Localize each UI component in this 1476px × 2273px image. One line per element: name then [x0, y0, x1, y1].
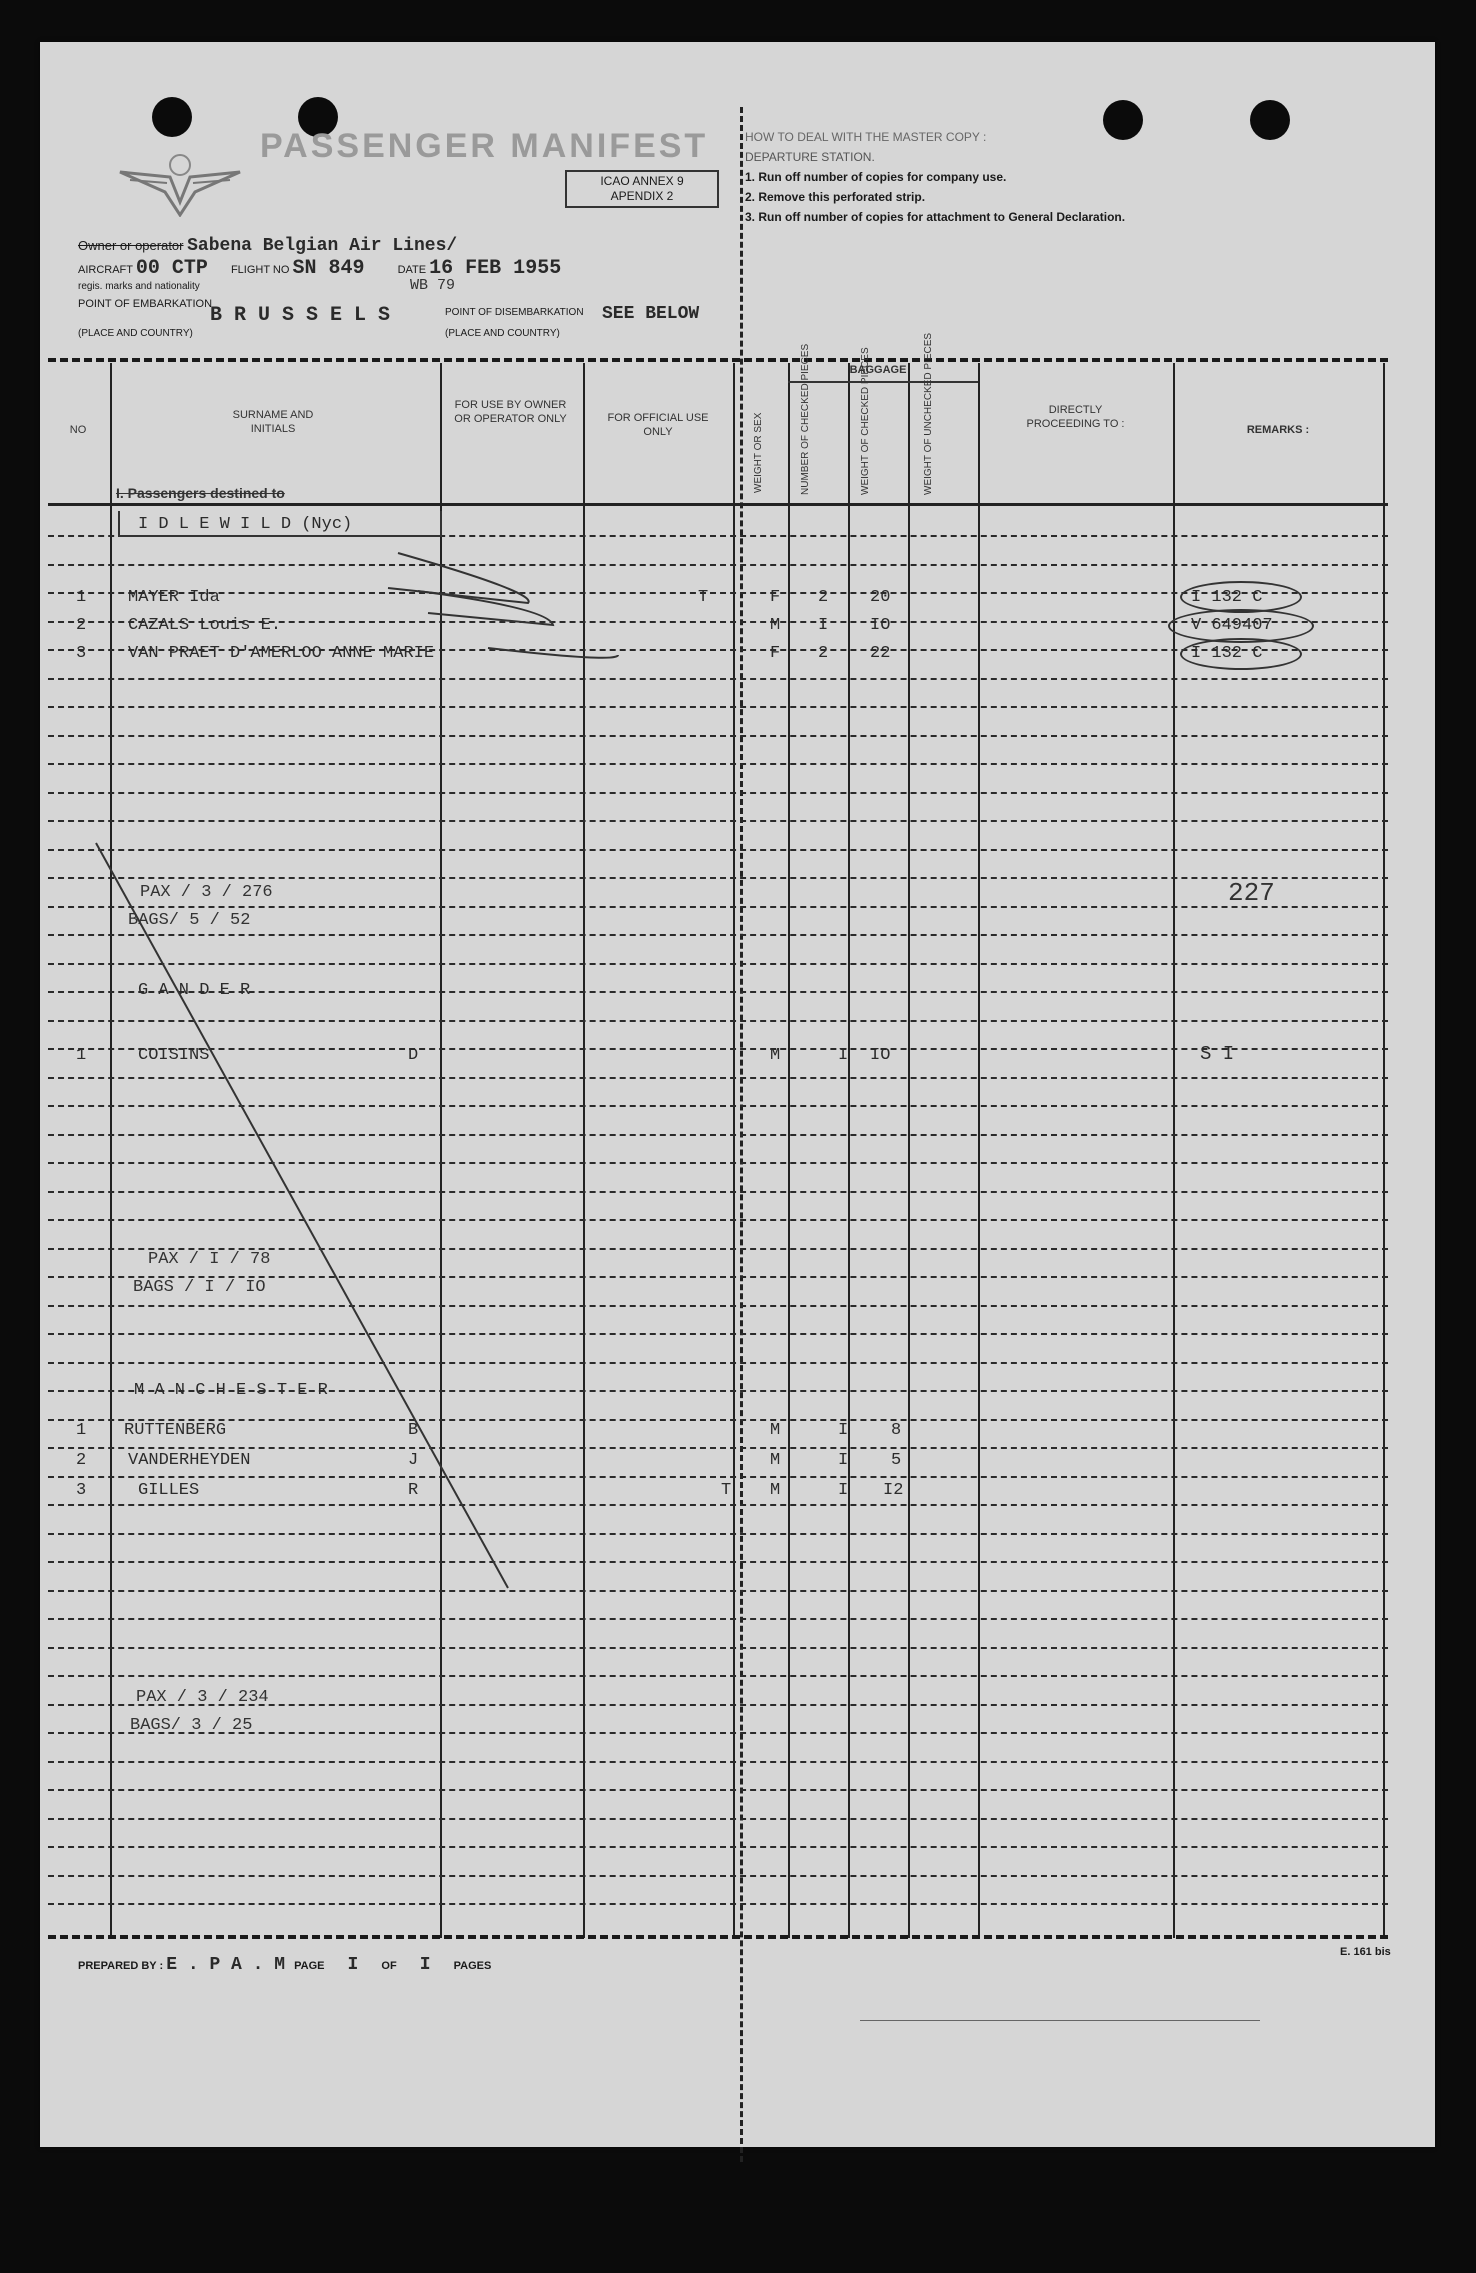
col-weight-sex-header: WEIGHT OR SEX [753, 412, 764, 493]
prepared-label: PREPARED BY : [78, 1960, 164, 1972]
pieces: I [838, 1046, 849, 1065]
howto-step-3: 3. Run off number of copies for attachment to General Declaration. [745, 210, 1126, 224]
punch-hole [152, 97, 192, 137]
passenger-name: VANDERHEYDEN [128, 1451, 251, 1470]
pen-strokes [48, 363, 748, 1563]
master-copy-instructions [745, 127, 1125, 227]
remark: I 132 C [1191, 644, 1263, 663]
pieces: I [838, 1451, 849, 1470]
row-no: 1 [76, 588, 87, 607]
owner-value: Sabena Belgian Air Lines/ [187, 236, 458, 256]
official-mark: T [698, 588, 709, 607]
row-rule [48, 1761, 1388, 1763]
row-rule [48, 1647, 1388, 1649]
disembark-note: (PLACE AND COUNTRY) [445, 328, 560, 339]
embark-label: POINT OF EMBARKATION [78, 298, 213, 310]
icao-annex-box [565, 170, 719, 208]
sabena-wings-logo [115, 147, 245, 217]
row-rule [48, 1903, 1388, 1905]
handwritten-note: 227 [1228, 878, 1275, 908]
col-wt-unchecked-header: WEIGHT OF UNCHECKED PIECES [923, 332, 934, 495]
col-no-header: NO [69, 424, 87, 436]
row-no: 3 [76, 644, 87, 663]
howto-step-1: 1. Run off number of copies for company use. [745, 170, 1007, 184]
pieces: 2 [818, 644, 829, 663]
weight: 20 [870, 588, 891, 607]
remark-circle [1180, 638, 1302, 670]
row-rule [48, 1789, 1388, 1791]
annex-line-1: ICAO ANNEX 9 [600, 174, 684, 188]
weight: 5 [891, 1451, 902, 1470]
col-divider [788, 363, 790, 1938]
bags-total: BAGS/ 3 / 25 [130, 1716, 253, 1735]
bags-total: BAGS / I / IO [133, 1278, 266, 1297]
remark: I 132 C [1191, 588, 1263, 607]
row-rule [48, 1590, 1388, 1592]
pieces: I [838, 1481, 849, 1500]
regis-note: regis. marks and nationality [78, 281, 200, 292]
passenger-name: GILLES [138, 1481, 200, 1500]
sex: M [770, 1046, 781, 1065]
passenger-name: MAYER Ida [128, 588, 220, 607]
footer [78, 1955, 492, 1975]
flight-label: FLIGHT NO [230, 264, 290, 276]
date-label: DATE [397, 264, 427, 276]
table-bottom-rule [48, 1935, 1388, 1939]
passenger-name: CAZALS Louis E. [128, 616, 282, 635]
row-rule [48, 1875, 1388, 1877]
pen-stroke [418, 591, 553, 625]
pieces: 2 [818, 588, 829, 607]
destination-idlewild: I D L E W I L D (Nyc) [138, 515, 353, 534]
sex: F [770, 644, 781, 663]
prepared-value: E . P A . M [166, 1955, 286, 1975]
pen-stroke [388, 553, 529, 603]
flight-value: SN 849 [292, 257, 365, 280]
pax-total: PAX / 3 / 234 [136, 1688, 269, 1707]
col-divider [1173, 363, 1175, 1938]
of-label: OF [381, 1960, 397, 1972]
sex: M [770, 1451, 781, 1470]
row-no: 2 [76, 1451, 87, 1470]
col-official-header: FOR OFFICIAL USE ONLY [607, 412, 709, 438]
baggage-header-rule [788, 381, 978, 383]
row-rule [48, 1818, 1388, 1820]
date-value: 16 FEB 1955 [429, 257, 562, 280]
passenger-initial: R [408, 1481, 419, 1500]
howto-step-2: 2. Remove this perforated strip. [745, 190, 926, 204]
aircraft-row [78, 257, 562, 280]
col-divider [848, 363, 850, 1938]
form-title: PASSENGER MANIFEST [260, 127, 709, 165]
pen-stroke [96, 843, 508, 1588]
weight: 8 [891, 1421, 902, 1440]
howto-title: HOW TO DEAL WITH THE MASTER COPY : [745, 130, 987, 144]
pax-total: PAX / 3 / 276 [140, 883, 273, 902]
sex: M [770, 1421, 781, 1440]
col-divider [978, 363, 980, 1938]
howto-sub: DEPARTURE STATION. [745, 150, 875, 164]
disembark-value: SEE BELOW [602, 304, 700, 324]
flight-sub: WB 79 [410, 277, 456, 294]
destination-manchester: M A N C H E S T E R [134, 1381, 328, 1400]
disembark-label: POINT OF DISEMBARKATION [445, 307, 584, 318]
embark-value: B R U S S E L S [210, 304, 391, 327]
pieces: I [838, 1421, 849, 1440]
official-mark: T [721, 1481, 732, 1500]
of-value: I [419, 1955, 431, 1975]
destination-gander: G A N D E R [138, 981, 251, 1000]
col-surname-header: SURNAME AND INITIALS [232, 409, 314, 435]
aircraft-value: 00 CTP [135, 257, 208, 280]
section-header: I. Passengers destined to [116, 485, 285, 501]
sex: F [770, 588, 781, 607]
weight: IO [870, 616, 891, 635]
col-divider [908, 363, 910, 1938]
passenger-initial: J [408, 1451, 419, 1470]
remark: V 649407 [1191, 616, 1273, 635]
page-label: PAGE [294, 1960, 325, 1972]
passenger-initial: D [408, 1046, 419, 1065]
embark-note: (PLACE AND COUNTRY) [78, 328, 193, 339]
weight: I2 [883, 1481, 904, 1500]
bags-total: BAGS/ 5 / 52 [128, 911, 251, 930]
weight: 22 [870, 644, 891, 663]
owner-label: Owner or operator [78, 238, 184, 253]
embark-row [78, 297, 212, 311]
page-value: I [347, 1955, 359, 1975]
row-rule [48, 1846, 1388, 1848]
row-no: 1 [76, 1421, 87, 1440]
sex: M [770, 616, 781, 635]
sex: M [770, 1481, 781, 1500]
weight: IO [870, 1046, 891, 1065]
col-owner-use-header: FOR USE BY OWNER OR OPERATOR ONLY [454, 399, 567, 425]
footer-rule [860, 2020, 1260, 2021]
col-directly-header: DIRECTLY PROCEEDING TO : [1026, 404, 1125, 430]
table-top-rule [48, 358, 1388, 362]
col-num-checked-header: NUMBER OF CHECKED PIECES [800, 343, 811, 495]
passenger-name: VAN PRAET D'AMERLOO ANNE MARIE [128, 644, 435, 663]
col-divider [1383, 363, 1385, 1938]
pen-stroke [488, 648, 618, 658]
row-no: 2 [76, 616, 87, 635]
punch-hole [1250, 100, 1290, 140]
col-baggage-header: BAGGAGE [849, 364, 907, 376]
passenger-name: COISINS [138, 1046, 210, 1065]
remark: S I [1200, 1043, 1235, 1065]
passenger-initial: B [408, 1421, 419, 1440]
row-rule [48, 1675, 1388, 1677]
aircraft-label: AIRCRAFT [78, 264, 133, 276]
pax-total: PAX / I / 78 [148, 1250, 271, 1269]
col-wt-checked-header: WEIGHT OF CHECKED PIECES [860, 347, 871, 495]
row-no: 1 [76, 1046, 87, 1065]
annex-line-2: APENDIX 2 [610, 189, 674, 203]
row-no: 3 [76, 1481, 87, 1500]
passenger-name: RUTTENBERG [124, 1421, 227, 1440]
owner-row [78, 237, 457, 255]
pieces: I [818, 616, 829, 635]
form-code: E. 161 bis [1340, 1946, 1391, 1958]
row-rule [48, 1618, 1388, 1620]
pages-label: PAGES [453, 1960, 492, 1972]
col-remarks-header: REMARKS : [1246, 424, 1310, 436]
